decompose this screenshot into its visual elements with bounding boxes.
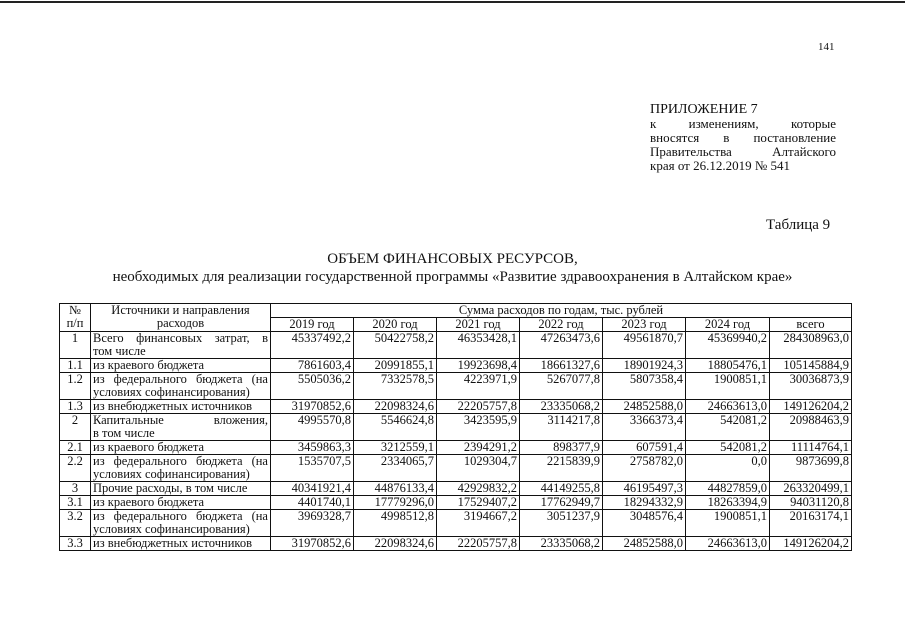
row-year-value: 2758782,0 [603,455,686,482]
row-total-value: 11114764,1 [770,441,852,455]
row-number: 2.1 [60,441,91,455]
finance-table [59,303,852,551]
row-year-value: 47263473,6 [520,332,603,359]
table-row [60,482,852,496]
row-year-value: 3114217,8 [520,414,603,441]
row-total-value: 30036873,9 [770,373,852,400]
header-source-cell [91,304,271,332]
row-year-value: 44876133,4 [354,482,437,496]
appendix-line: края от 26.12.2019 № 541 [650,158,790,173]
row-total-value: 94031120,8 [770,496,852,510]
row-source-cell [91,414,271,441]
row-year-value: 22205757,8 [437,537,520,551]
row-number: 3.2 [60,510,91,537]
row-source-sublabel: в том числе [93,426,155,440]
row-year-value: 45369940,2 [686,332,770,359]
header-num-sublabel: п/п [66,316,84,330]
row-year-value: 31970852,6 [271,400,354,414]
row-year-value: 22205757,8 [437,400,520,414]
row-year-value: 17762949,7 [520,496,603,510]
row-year-value: 542081,2 [686,441,770,455]
row-total-value: 149126204,2 [770,537,852,551]
row-number: 1 [60,332,91,359]
row-source-label: Капитальные вложения, [93,413,268,427]
appendix-block [650,103,836,173]
row-source-label: из краевого бюджета [93,358,205,372]
row-source-label: Всего финансовых затрат, в [93,331,268,345]
row-total-value: 105145884,9 [770,359,852,373]
row-source-label: из федерального бюджета (на [93,372,268,386]
row-year-value: 24663613,0 [686,537,770,551]
row-year-value: 3212559,1 [354,441,437,455]
row-source-cell [91,496,271,510]
header-year: 2020 год [354,318,437,332]
row-source-cell [91,537,271,551]
table-row [60,414,852,441]
row-source-cell [91,400,271,414]
row-year-value: 898377,9 [520,441,603,455]
row-year-value: 3051237,9 [520,510,603,537]
row-year-value: 542081,2 [686,414,770,441]
header-year: 2023 год [603,318,686,332]
row-source-cell [91,332,271,359]
row-source-label: из федерального бюджета (на [93,509,268,523]
row-year-value: 18263394,9 [686,496,770,510]
row-total-value: 20163174,1 [770,510,852,537]
header-year: 2024 год [686,318,770,332]
row-year-value: 49561870,7 [603,332,686,359]
table-row [60,373,852,400]
table-row [60,441,852,455]
page-top-border [0,1,905,3]
row-year-value: 4401740,1 [271,496,354,510]
row-year-value: 18901924,3 [603,359,686,373]
row-source-label: Прочие расходы, в том числе [93,481,248,495]
header-year: 2022 год [520,318,603,332]
row-year-value: 0,0 [686,455,770,482]
row-year-value: 23335068,2 [520,537,603,551]
row-total-value: 9873699,8 [770,455,852,482]
row-number: 2 [60,414,91,441]
header-num-cell [60,304,91,332]
row-year-value: 18294332,9 [603,496,686,510]
finance-table-body [60,304,852,551]
row-total-value: 20988463,9 [770,414,852,441]
table-row [60,332,852,359]
row-year-value: 3048576,4 [603,510,686,537]
row-source-label: из внебюджетных источников [93,536,252,550]
page-number: 141 [818,41,835,53]
row-number: 3.3 [60,537,91,551]
table-row [60,510,852,537]
appendix-line: вносятся в постановление [650,130,836,145]
row-source-label: из внебюджетных источников [93,399,252,413]
row-source-label: из федерального бюджета (на [93,454,268,468]
row-year-value: 44827859,0 [686,482,770,496]
header-year: 2019 год [271,318,354,332]
row-year-value: 3194667,2 [437,510,520,537]
row-year-value: 24663613,0 [686,400,770,414]
row-year-value: 2334065,7 [354,455,437,482]
row-source-sublabel: том числе [93,344,146,358]
row-year-value: 44149255,8 [520,482,603,496]
row-year-value: 50422758,2 [354,332,437,359]
row-source-cell [91,482,271,496]
header-total: всего [770,318,852,332]
row-year-value: 23335068,2 [520,400,603,414]
document-title: ОБЪЕМ ФИНАНСОВЫХ РЕСУРСОВ, [327,251,578,267]
row-year-value: 24852588,0 [603,537,686,551]
row-year-value: 46353428,1 [437,332,520,359]
row-year-value: 607591,4 [603,441,686,455]
row-year-value: 5505036,2 [271,373,354,400]
row-year-value: 1900851,1 [686,510,770,537]
row-source-cell [91,510,271,537]
row-year-value: 46195497,3 [603,482,686,496]
row-year-value: 3969328,7 [271,510,354,537]
row-source-cell [91,359,271,373]
table-label: Таблица 9 [766,217,831,233]
row-source-label: из краевого бюджета [93,440,205,454]
row-total-value: 263320499,1 [770,482,852,496]
row-year-value: 4998512,8 [354,510,437,537]
row-total-value: 149126204,2 [770,400,852,414]
header-year: 2021 год [437,318,520,332]
row-year-value: 17529407,2 [437,496,520,510]
row-number: 1.1 [60,359,91,373]
row-source-sublabel: условиях софинансирования) [93,522,250,536]
row-number: 1.3 [60,400,91,414]
row-year-value: 1029304,7 [437,455,520,482]
row-year-value: 20991855,1 [354,359,437,373]
row-year-value: 3423595,9 [437,414,520,441]
row-number: 2.2 [60,455,91,482]
row-number: 3.1 [60,496,91,510]
row-year-value: 3459863,3 [271,441,354,455]
row-number: 3 [60,482,91,496]
header-source-label: Источники и направления [111,303,250,317]
row-year-value: 5546624,8 [354,414,437,441]
row-year-value: 7861603,4 [271,359,354,373]
row-year-value: 3366373,4 [603,414,686,441]
table-row [60,496,852,510]
row-year-value: 4995570,8 [271,414,354,441]
row-year-value: 42929832,2 [437,482,520,496]
appendix-line: к изменениям, которые [650,116,836,131]
row-number: 1.2 [60,373,91,400]
row-source-cell [91,373,271,400]
row-year-value: 31970852,6 [271,537,354,551]
row-year-value: 7332578,5 [354,373,437,400]
row-year-value: 5267077,8 [520,373,603,400]
row-year-value: 2215839,9 [520,455,603,482]
row-year-value: 2394291,2 [437,441,520,455]
table-row [60,455,852,482]
table-header-row [60,304,852,318]
row-year-value: 22098324,6 [354,537,437,551]
row-year-value: 5807358,4 [603,373,686,400]
row-year-value: 17779296,0 [354,496,437,510]
header-sum-label: Сумма расходов по годам, тыс. рублей [271,304,852,318]
header-num-label: № [69,303,81,317]
appendix-title: ПРИЛОЖЕНИЕ 7 [650,102,758,117]
table-row [60,400,852,414]
row-year-value: 1535707,5 [271,455,354,482]
row-total-value: 284308963,0 [770,332,852,359]
row-year-value: 45337492,2 [271,332,354,359]
row-year-value: 19923698,4 [437,359,520,373]
row-year-value: 18661327,6 [520,359,603,373]
appendix-line: Правительства Алтайского [650,144,836,159]
table-row [60,537,852,551]
row-year-value: 18805476,1 [686,359,770,373]
row-source-sublabel: условиях софинансирования) [93,385,250,399]
document-subtitle: необходимых для реализации государственной программы «Развитие здравоохранения в Алтайском крае» [112,269,793,285]
row-source-sublabel: условиях софинансирования) [93,467,250,481]
row-year-value: 22098324,6 [354,400,437,414]
header-source-sublabel: расходов [156,316,205,330]
row-year-value: 4223971,9 [437,373,520,400]
row-year-value: 24852588,0 [603,400,686,414]
row-source-label: из краевого бюджета [93,495,205,509]
row-source-cell [91,455,271,482]
table-row [60,359,852,373]
row-year-value: 1900851,1 [686,373,770,400]
row-source-cell [91,441,271,455]
row-year-value: 40341921,4 [271,482,354,496]
